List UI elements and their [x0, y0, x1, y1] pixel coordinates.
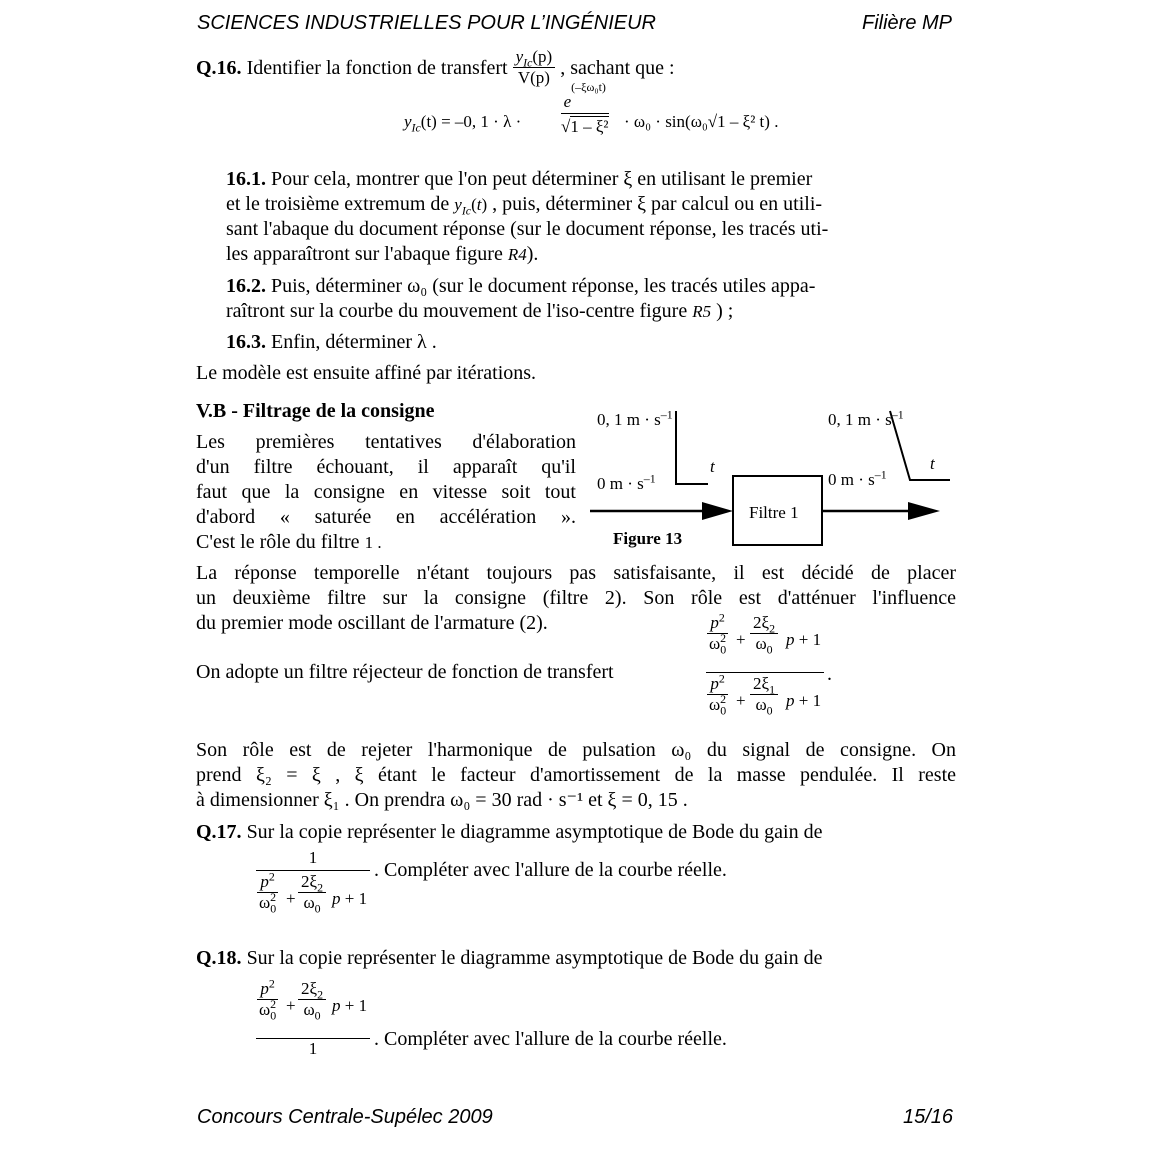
section-line-2: d'un filtre échouant, il apparaît qu'il	[196, 456, 576, 478]
fig13-output-high	[828, 407, 904, 430]
q16-1-end: ).	[526, 243, 539, 265]
q16-label: Q.16.	[196, 56, 242, 79]
q18-statement	[196, 946, 822, 971]
eq-lhs-sub: Ic	[411, 120, 421, 135]
q16-intro-text: Identifier la fonction de transfert	[246, 56, 508, 79]
q16-2-label: 16.2.	[226, 275, 266, 297]
q18-fraction	[256, 978, 370, 1061]
filter-1-label: Filtre 1	[749, 503, 799, 522]
fig13-input-low-exp: –1	[643, 471, 656, 486]
paragraph-2	[196, 561, 956, 636]
section-line-1: Les premières tentatives d'élaboration	[196, 431, 576, 453]
fig13-output-t: t	[930, 454, 935, 473]
fig13-input-low-text: 0 m · s	[597, 474, 644, 493]
eq-mid: = –0, 1 · λ ·	[436, 112, 522, 131]
q17-label: Q.17.	[196, 821, 242, 843]
q16-1-text-3: , puis, déterminer ξ par calcul ou en utili-	[487, 193, 823, 215]
fig13-output-high-exp: –1	[891, 407, 904, 422]
eq-sqrt-den: 1 – ξ²	[570, 116, 609, 136]
q16-2-ref: R5	[692, 302, 712, 321]
fig13-output-high-text: 0, 1 m · s	[828, 410, 892, 429]
q16-3-label: 16.3.	[226, 331, 266, 353]
fig13-output-low-exp: –1	[874, 467, 887, 482]
para2-line-3: du premier mode oscillant de l'armature (2).	[196, 612, 548, 634]
q18-label: Q.18.	[196, 947, 242, 969]
q16-2-end: ) ;	[711, 300, 734, 322]
eq-lhs-arg: (t)	[420, 112, 437, 131]
eq-exp-base: e	[563, 92, 572, 111]
eq-exp-fraction: $\frac{e^{(-\xi\omega_0t)}}{\text{√1 – ξ²}}$	[561, 80, 609, 136]
footer-contest: Concours Centrale-Supélec 2009	[197, 1106, 493, 1128]
transfer-function-fraction	[513, 48, 556, 87]
frac-num-arg: (p)	[532, 47, 553, 66]
rejector-denominator: $\frac{p^2}{\omega_0^2}$ + $\frac{2\xi_1}{\omega_0}$ p + 1	[709, 671, 822, 718]
q17-numerator: 1	[308, 848, 318, 867]
q17-denominator: $\frac{p^2}{\omega_0^2}$ + $\frac{2\xi_2}{\omega_0}$ p + 1	[259, 869, 368, 916]
para2-line-2: un deuxième filtre sur la consigne (filtre 2). Son rôle est d'atténuer l'influence	[196, 587, 956, 609]
eq-exp-power: (–ξω₀t)	[571, 80, 606, 95]
paragraph-3	[196, 738, 956, 813]
q16-1-line3: sant l'abaque du document réponse (sur le document réponse, les tracés uti-	[226, 218, 829, 240]
header-track: Filière MP	[862, 12, 953, 34]
q16-1-label: 16.1.	[226, 168, 266, 190]
q18-denominator-one: 1	[308, 1039, 318, 1058]
footer-page-number: 15/16	[903, 1106, 954, 1128]
fig13-input-t: t	[710, 457, 715, 476]
output-arrowhead-icon	[908, 502, 940, 520]
fig13-input-high-text: 0, 1 m · s	[597, 410, 661, 429]
input-arrowhead-icon	[702, 502, 733, 520]
q16-1-line4	[226, 242, 538, 267]
section-line-3: faut que la consigne en vitesse soit tout	[196, 481, 576, 503]
q17-fraction	[256, 848, 370, 931]
q16-2-line1	[226, 274, 815, 299]
q16-1-text-1: Pour cela, montrer que l'on peut déterminer ξ en utilisant le premier	[271, 168, 813, 190]
eq-tail: · ω₀ · sin(ω₀√1 – ξ² t) .	[624, 112, 779, 131]
q16-2-text-1: Puis, déterminer ω₀ (sur le document réponse, les tracés utiles appa-	[271, 275, 816, 297]
fig13-output-low	[828, 467, 887, 490]
q18-text: Sur la copie représenter le diagramme asymptotique de Bode du gain de	[246, 947, 823, 969]
para3-line-3: à dimensionner ξ₁ . On prendra ω₀ = 30 rad · s⁻¹ et ξ = 0, 15 .	[196, 789, 688, 811]
input-step-signal	[676, 411, 708, 484]
q16-1-text-2: et le troisième extremum de	[226, 193, 455, 215]
q16-3	[226, 330, 437, 355]
q17-text: Sur la copie représenter le diagramme asymptotique de Bode du gain de	[246, 821, 823, 843]
q18-numerator: $\frac{p^2}{\omega_0^2}$ + $\frac{2\xi_2}{\omega_0}$ p + 1	[259, 976, 368, 1023]
q16-2-text-2: raîtront sur la courbe du mouvement de l'iso-centre figure	[226, 300, 693, 322]
eq-lhs: y	[404, 112, 412, 131]
fig13-input-low	[597, 471, 656, 494]
para3-line-2: prend ξ₂ = ξ , ξ étant le facteur d'amortissement de la masse pendulée. Il reste	[196, 764, 956, 786]
q18-after: . Compléter avec l'allure de la courbe réelle.	[374, 1028, 727, 1050]
q16-intro-end: , sachant que :	[560, 56, 675, 79]
section-line-5: C'est le rôle du filtre	[196, 531, 365, 553]
header-title: SCIENCES INDUSTRIELLES POUR L’INGÉNIEUR	[197, 12, 656, 34]
fig13-input-high	[597, 407, 673, 430]
filter-number: 1 .	[364, 533, 382, 552]
frac-num: y	[515, 47, 524, 66]
q16-3-text: Enfin, déterminer λ .	[271, 331, 437, 353]
section-paragraph	[196, 430, 576, 555]
q16-1-ref: R4	[507, 245, 527, 264]
section-title: V.B - Filtrage de la consigne	[196, 400, 435, 422]
rejector-end: .	[827, 663, 832, 685]
para3-line-1: Son rôle est de rejeter l'harmonique de pulsation ω₀ du signal de consigne. On	[196, 739, 956, 761]
model-refined-text: Le modèle est ensuite affiné par itérations.	[196, 362, 537, 384]
rejector-text: On adopte un filtre réjecteur de fonction de transfert	[196, 661, 614, 683]
section-line-4: d'abord « saturée en accélération ».	[196, 506, 576, 528]
rejector-fraction	[706, 612, 824, 733]
q16-1-text-5: les apparaîtront sur l'abaque figure	[226, 243, 508, 265]
q16-2-line2	[226, 299, 733, 324]
fig13-output-low-text: 0 m · s	[828, 470, 875, 489]
para2-line-1: La réponse temporelle n'étant toujours pas satisfaisante, il est décidé de placer	[196, 562, 956, 584]
frac-den: V(p)	[517, 67, 550, 87]
rejector-numerator: $\frac{p^2}{\omega_0^2}$ + $\frac{2\xi_2}{\omega_0}$ p + 1	[709, 610, 822, 657]
figure-13-caption: Figure 13	[613, 529, 683, 548]
q17-after: . Compléter avec l'allure de la courbe réelle.	[374, 859, 727, 881]
q16-1-line2: et le troisième extremum de $y_{Ic}(t)$ , puis, déterminer ξ par calcul ou en utili-	[226, 193, 823, 218]
fig13-input-high-exp: –1	[660, 407, 673, 422]
q16-1-line1	[226, 167, 812, 192]
q17-statement	[196, 820, 822, 845]
frac-num-sub: Ic	[523, 55, 533, 70]
